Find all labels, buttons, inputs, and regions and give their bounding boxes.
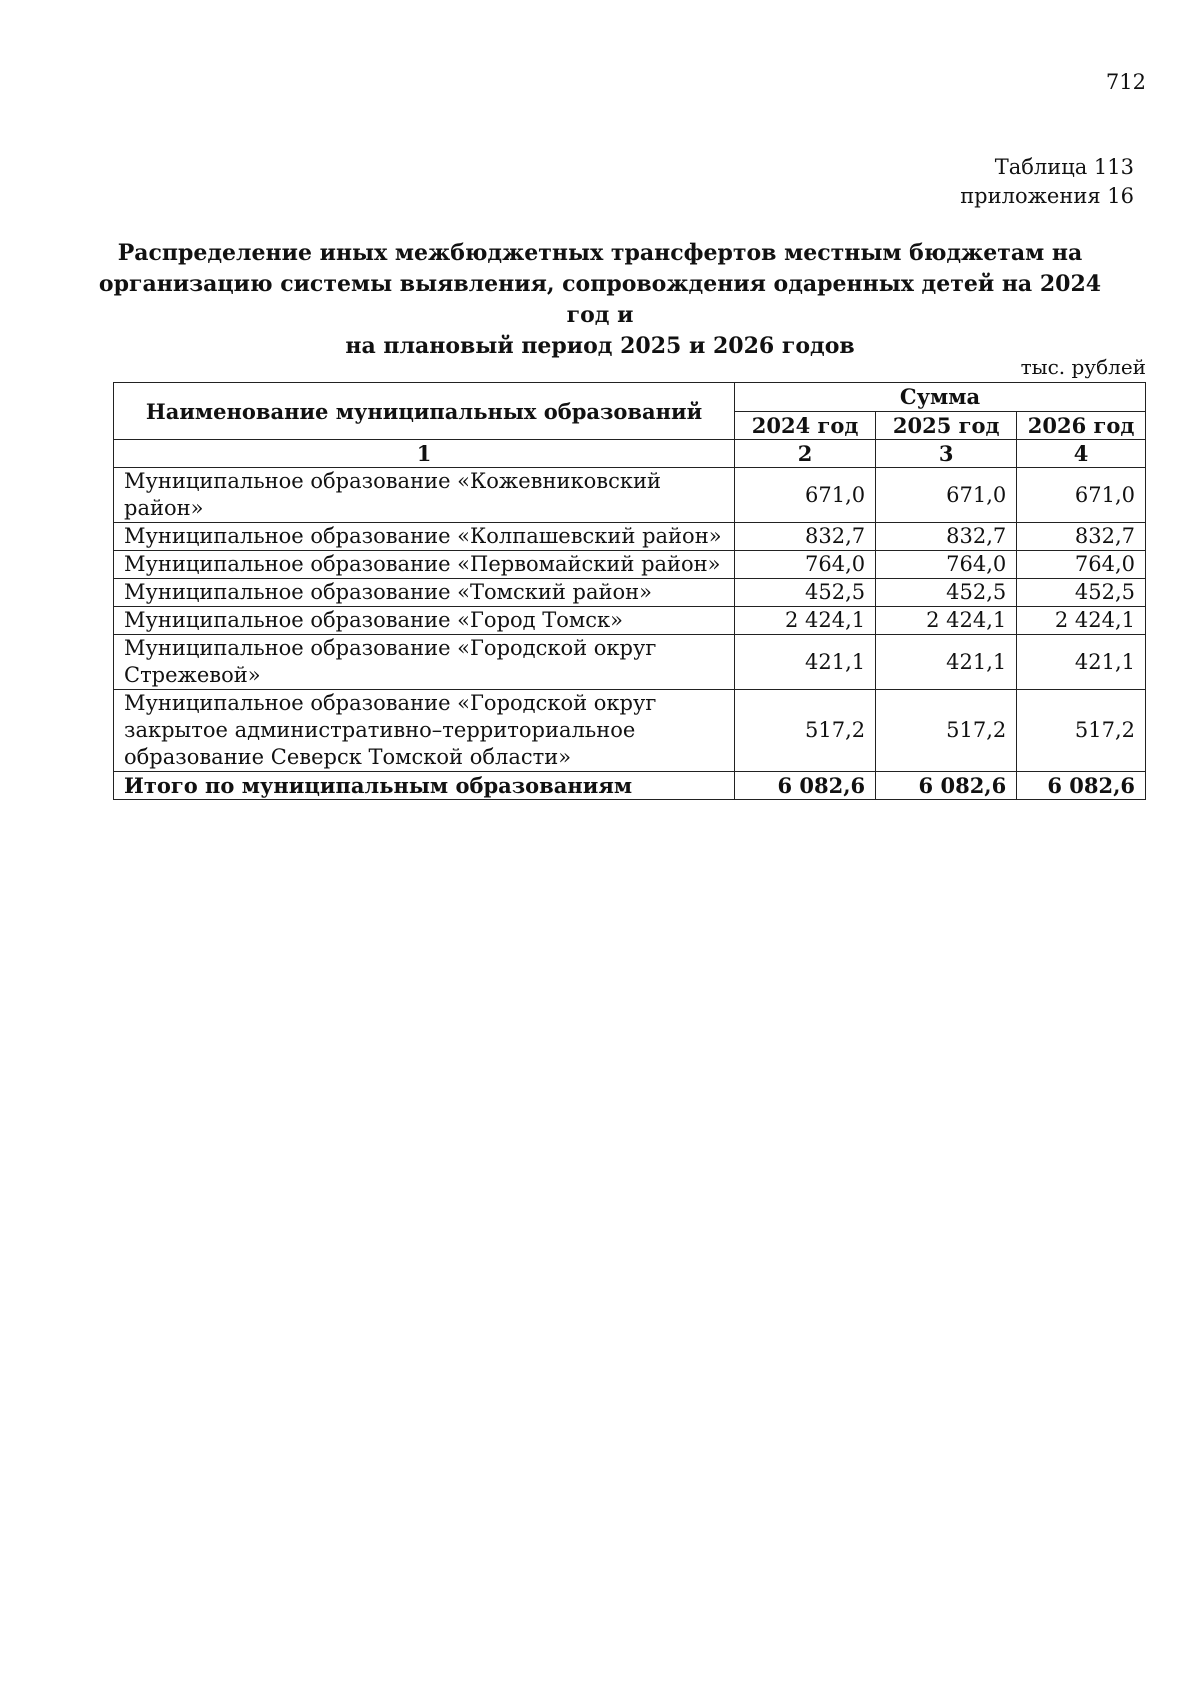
- table-row: [114, 690, 1146, 772]
- table-row: [114, 607, 1146, 635]
- table-reference-line: приложения 16: [960, 184, 1134, 208]
- value-2025: 2 424,1: [876, 607, 1017, 635]
- unit-label: тыс. рублей: [1020, 355, 1146, 379]
- municipality-name: Муниципальное образование «Городской округ закрытое административно–территориальное образование Северск Томской области»: [114, 690, 735, 772]
- value-2026: 421,1: [1017, 635, 1146, 690]
- table-row: [114, 551, 1146, 579]
- column-number: 4: [1017, 440, 1146, 468]
- title-line: Распределение иных межбюджетных трансфертов местным бюджетам на: [117, 240, 1083, 266]
- value-2024: 421,1: [735, 635, 876, 690]
- municipality-name: Муниципальное образование «Город Томск»: [114, 607, 735, 635]
- header-year: 2024 год: [735, 411, 876, 440]
- column-number: 2: [735, 440, 876, 468]
- value-2025: 671,0: [876, 468, 1017, 523]
- document-title: [90, 238, 1110, 362]
- municipality-name: Муниципальное образование «Городской округ Стрежевой»: [114, 635, 735, 690]
- value-2025: 764,0: [876, 551, 1017, 579]
- table-row: [114, 468, 1146, 523]
- value-2024: 2 424,1: [735, 607, 876, 635]
- table-reference: [960, 153, 1134, 211]
- value-2025: 517,2: [876, 690, 1017, 772]
- value-2024: 764,0: [735, 551, 876, 579]
- transfers-table: [113, 382, 1146, 800]
- column-number: 3: [876, 440, 1017, 468]
- column-numbers-row: [114, 440, 1146, 468]
- value-2024: 832,7: [735, 523, 876, 551]
- header-year: 2025 год: [876, 411, 1017, 440]
- total-2026: 6 082,6: [1017, 772, 1146, 800]
- column-number: 1: [114, 440, 735, 468]
- header-name: Наименование муниципальных образований: [114, 383, 735, 440]
- page-number: 712: [1105, 70, 1146, 94]
- total-2025: 6 082,6: [876, 772, 1017, 800]
- value-2026: 671,0: [1017, 468, 1146, 523]
- value-2024: 671,0: [735, 468, 876, 523]
- value-2026: 517,2: [1017, 690, 1146, 772]
- title-line: организацию системы выявления, сопровождения одаренных детей на 2024 год и: [98, 271, 1102, 328]
- table-row: [114, 635, 1146, 690]
- value-2026: 832,7: [1017, 523, 1146, 551]
- value-2026: 764,0: [1017, 551, 1146, 579]
- table-row: [114, 579, 1146, 607]
- header-sum: Сумма: [735, 383, 1146, 412]
- value-2024: 517,2: [735, 690, 876, 772]
- municipality-name: Муниципальное образование «Первомайский район»: [114, 551, 735, 579]
- value-2025: 421,1: [876, 635, 1017, 690]
- value-2024: 452,5: [735, 579, 876, 607]
- table-row: [114, 523, 1146, 551]
- total-label: Итого по муниципальным образованиям: [114, 772, 735, 800]
- municipality-name: Муниципальное образование «Колпашевский район»: [114, 523, 735, 551]
- value-2025: 832,7: [876, 523, 1017, 551]
- municipality-name: Муниципальное образование «Кожевниковский район»: [114, 468, 735, 523]
- total-row: [114, 772, 1146, 800]
- title-line: на плановый период 2025 и 2026 годов: [345, 333, 855, 359]
- value-2026: 2 424,1: [1017, 607, 1146, 635]
- value-2026: 452,5: [1017, 579, 1146, 607]
- table-reference-line: Таблица 113: [994, 155, 1134, 179]
- value-2025: 452,5: [876, 579, 1017, 607]
- total-2024: 6 082,6: [735, 772, 876, 800]
- header-year: 2026 год: [1017, 411, 1146, 440]
- municipality-name: Муниципальное образование «Томский район»: [114, 579, 735, 607]
